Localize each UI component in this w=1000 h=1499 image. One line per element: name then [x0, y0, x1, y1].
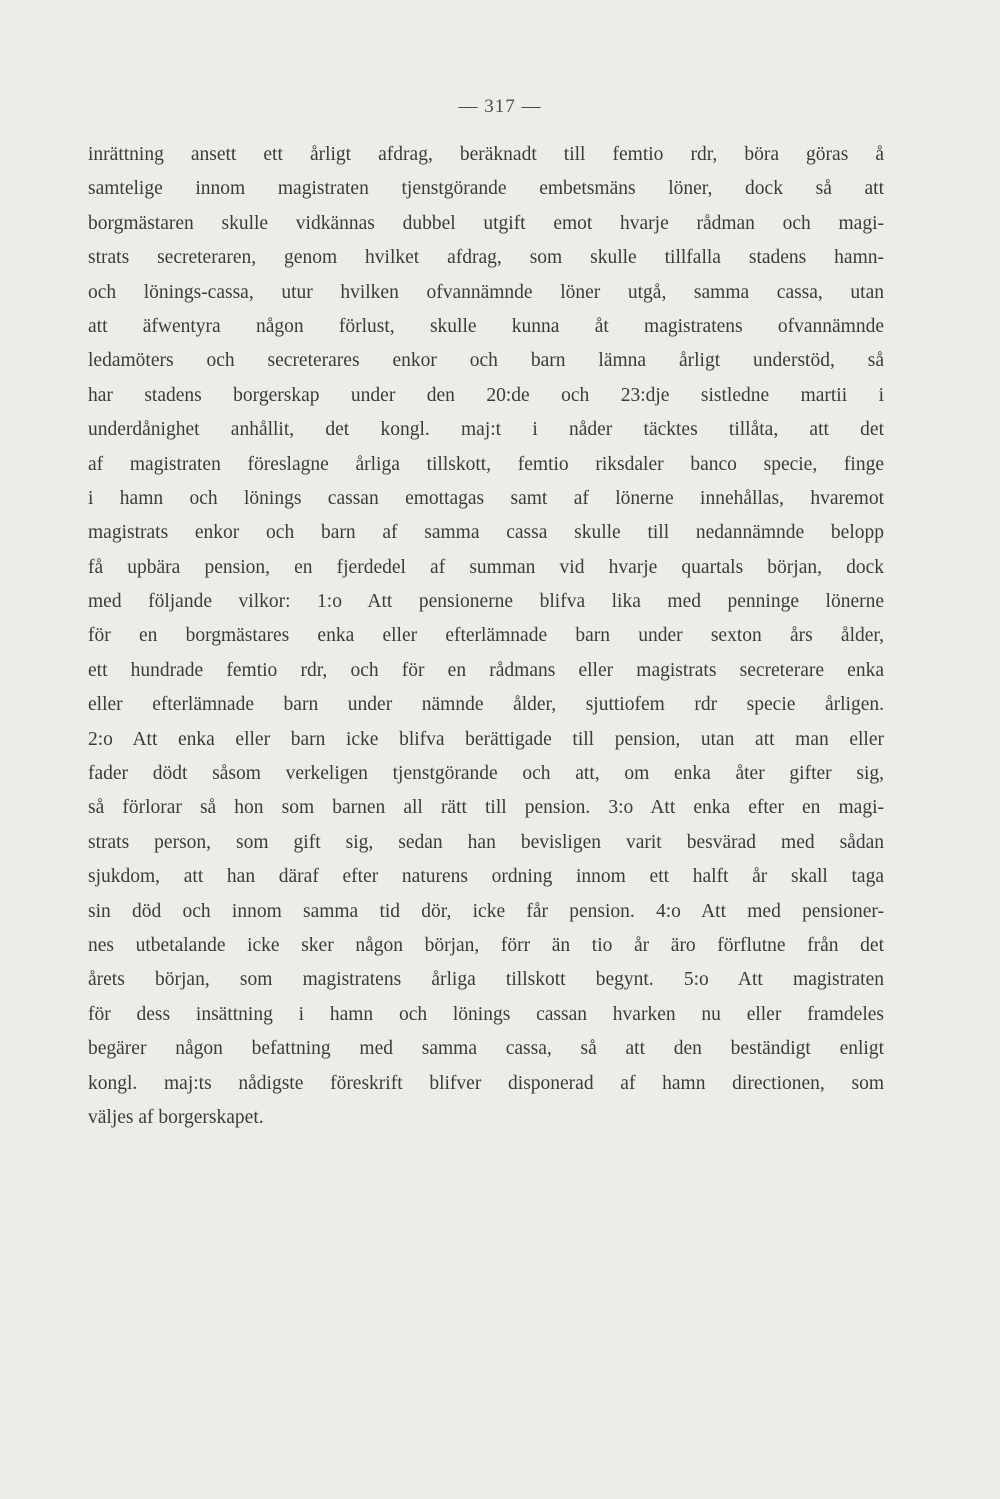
text-line: har stadens borgerskap under den 20:de och 23:dje sistledne martii i	[88, 384, 884, 406]
body-text	[88, 138, 884, 1135]
text-line: fader dödt såsom verkeligen tjenstgörande och att, om enka åter gifter sig,	[88, 763, 884, 785]
text-line: så förlorar så hon som barnen all rätt till pension. 3:o Att enka efter en magi-	[88, 797, 884, 819]
page-number: — 317 —	[458, 96, 542, 117]
text-line: i hamn och lönings cassan emottagas samt af lönerne innehållas, hvaremot	[88, 487, 884, 509]
text-line: kongl. maj:ts nådigste föreskrift blifver disponerad af hamn directionen, som	[88, 1072, 884, 1094]
text-line: af magistraten föreslagne årliga tillskott, femtio riksdaler banco specie, finge	[88, 453, 884, 475]
text-line: eller efterlämnade barn under nämnde ålder, sjuttiofem rdr specie årligen.	[88, 694, 884, 716]
text-line: 2:o Att enka eller barn icke blifva berättigade till pension, utan att man eller	[88, 728, 884, 750]
text-line: att äfwentyra någon förlust, skulle kunna åt magistratens ofvannämnde	[88, 315, 884, 337]
text-line: få upbära pension, en fjerdedel af summan vid hvarje quartals början, dock	[88, 556, 884, 578]
text-line: för en borgmästares enka eller efterlämnade barn under sexton års ålder,	[88, 625, 884, 647]
text-line: samtelige innom magistraten tjenstgörande embetsmäns löner, dock så att	[88, 178, 884, 200]
text-line: magistrats enkor och barn af samma cassa skulle till nedannämnde belopp	[88, 522, 884, 544]
text-line: ett hundrade femtio rdr, och för en rådmans eller magistrats secreterare enka	[88, 659, 884, 681]
text-line: underdånighet anhållit, det kongl. maj:t i nåder täcktes tillåta, att det	[88, 419, 884, 441]
text-line: nes utbetalande icke sker någon början, förr än tio år äro förflutne från det	[88, 934, 884, 956]
text-line: sjukdom, att han däraf efter naturens ordning innom ett halft år skall taga	[88, 866, 884, 888]
text-line: borgmästaren skulle vidkännas dubbel utgift emot hvarje rådman och magi-	[88, 212, 884, 234]
text-line: och lönings-cassa, utur hvilken ofvannämnde löner utgå, samma cassa, utan	[88, 281, 884, 303]
text-line: sin död och innom samma tid dör, icke får pension. 4:o Att med pensioner-	[88, 900, 884, 922]
text-line: för dess insättning i hamn och lönings cassan hvarken nu eller framdeles	[88, 1003, 884, 1025]
text-line: strats person, som gift sig, sedan han bevisligen varit besvärad med sådan	[88, 831, 884, 853]
text-line: strats secreteraren, genom hvilket afdrag, som skulle tillfalla stadens hamn-	[88, 247, 884, 269]
text-line: ledamöters och secreterares enkor och barn lämna årligt understöd, så	[88, 350, 884, 372]
text-line: väljes af borgerskapet.	[88, 1106, 264, 1128]
text-line: årets början, som magistratens årliga tillskott begynt. 5:o Att magistraten	[88, 969, 884, 991]
text-line: inrättning ansett ett årligt afdrag, beräknadt till femtio rdr, böra göras å	[88, 144, 884, 165]
text-line: med följande vilkor: 1:o Att pensionerne blifva lika med penninge lönerne	[88, 591, 884, 613]
text-line: begärer någon befattning med samma cassa, så att den beständigt enligt	[88, 1038, 884, 1060]
